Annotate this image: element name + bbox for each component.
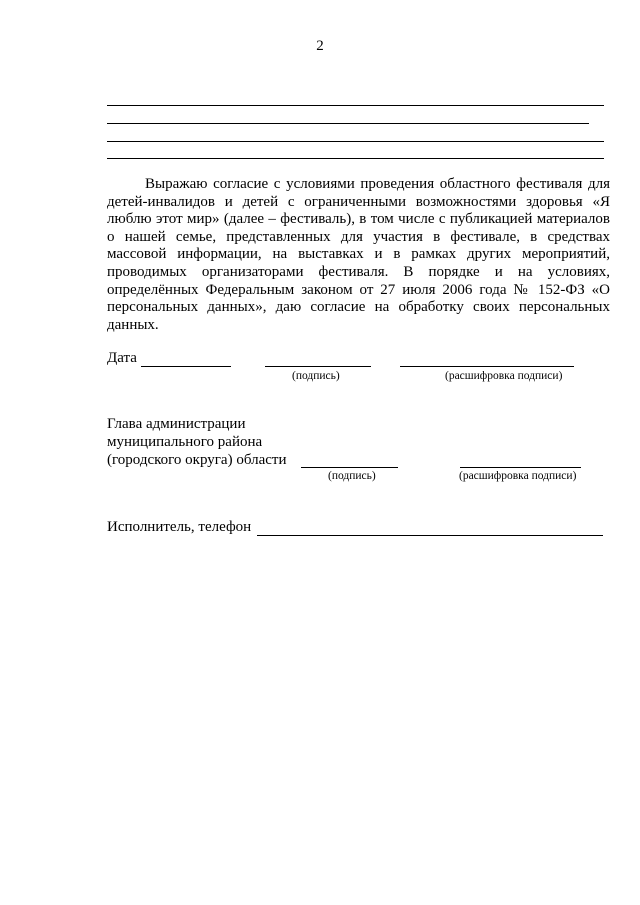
executor-label: Исполнитель, телефон — [107, 519, 252, 535]
head-title-line-2: муниципального района — [107, 434, 263, 450]
signature-caption: (подпись) — [292, 370, 340, 382]
blank-line-3[interactable] — [107, 141, 604, 142]
head-signature-field[interactable] — [301, 467, 398, 468]
executor-field[interactable] — [257, 535, 603, 536]
decoding-caption: (расшифровка подписи) — [445, 370, 563, 382]
head-decoding-caption: (расшифровка подписи) — [459, 470, 577, 482]
date-label: Дата — [107, 350, 137, 366]
head-title-line-1: Глава администрации — [107, 416, 246, 432]
date-field[interactable] — [141, 366, 231, 367]
blank-line-4[interactable] — [107, 158, 604, 159]
head-title-line-3: (городского округа) области — [107, 452, 287, 468]
head-signature-caption: (подпись) — [328, 470, 376, 482]
page-number: 2 — [316, 38, 324, 54]
decoding-field[interactable] — [400, 366, 574, 367]
blank-line-1[interactable] — [107, 105, 604, 106]
signature-field[interactable] — [265, 366, 371, 367]
blank-line-2[interactable] — [107, 123, 589, 124]
consent-paragraph: Выражаю согласие с условиями проведения областного фестиваля для детей-инвалидов и детей с ограниченными возможностями здоровья «Я люблю этот мир» (далее – фестиваль), в том числе с публикацией материалов о нашей семье, представленных для участия в фестивале, в средствах массовой информации, на выставках и в рамках других мероприятий, проводимых организаторами фестиваля. В порядке и на условиях, определённых Федеральным законом от 27 июля 2006 года № 152-ФЗ «О персональных данных», даю согласие на обработку своих персональных данных. — [107, 176, 610, 333]
head-decoding-field[interactable] — [460, 467, 581, 468]
